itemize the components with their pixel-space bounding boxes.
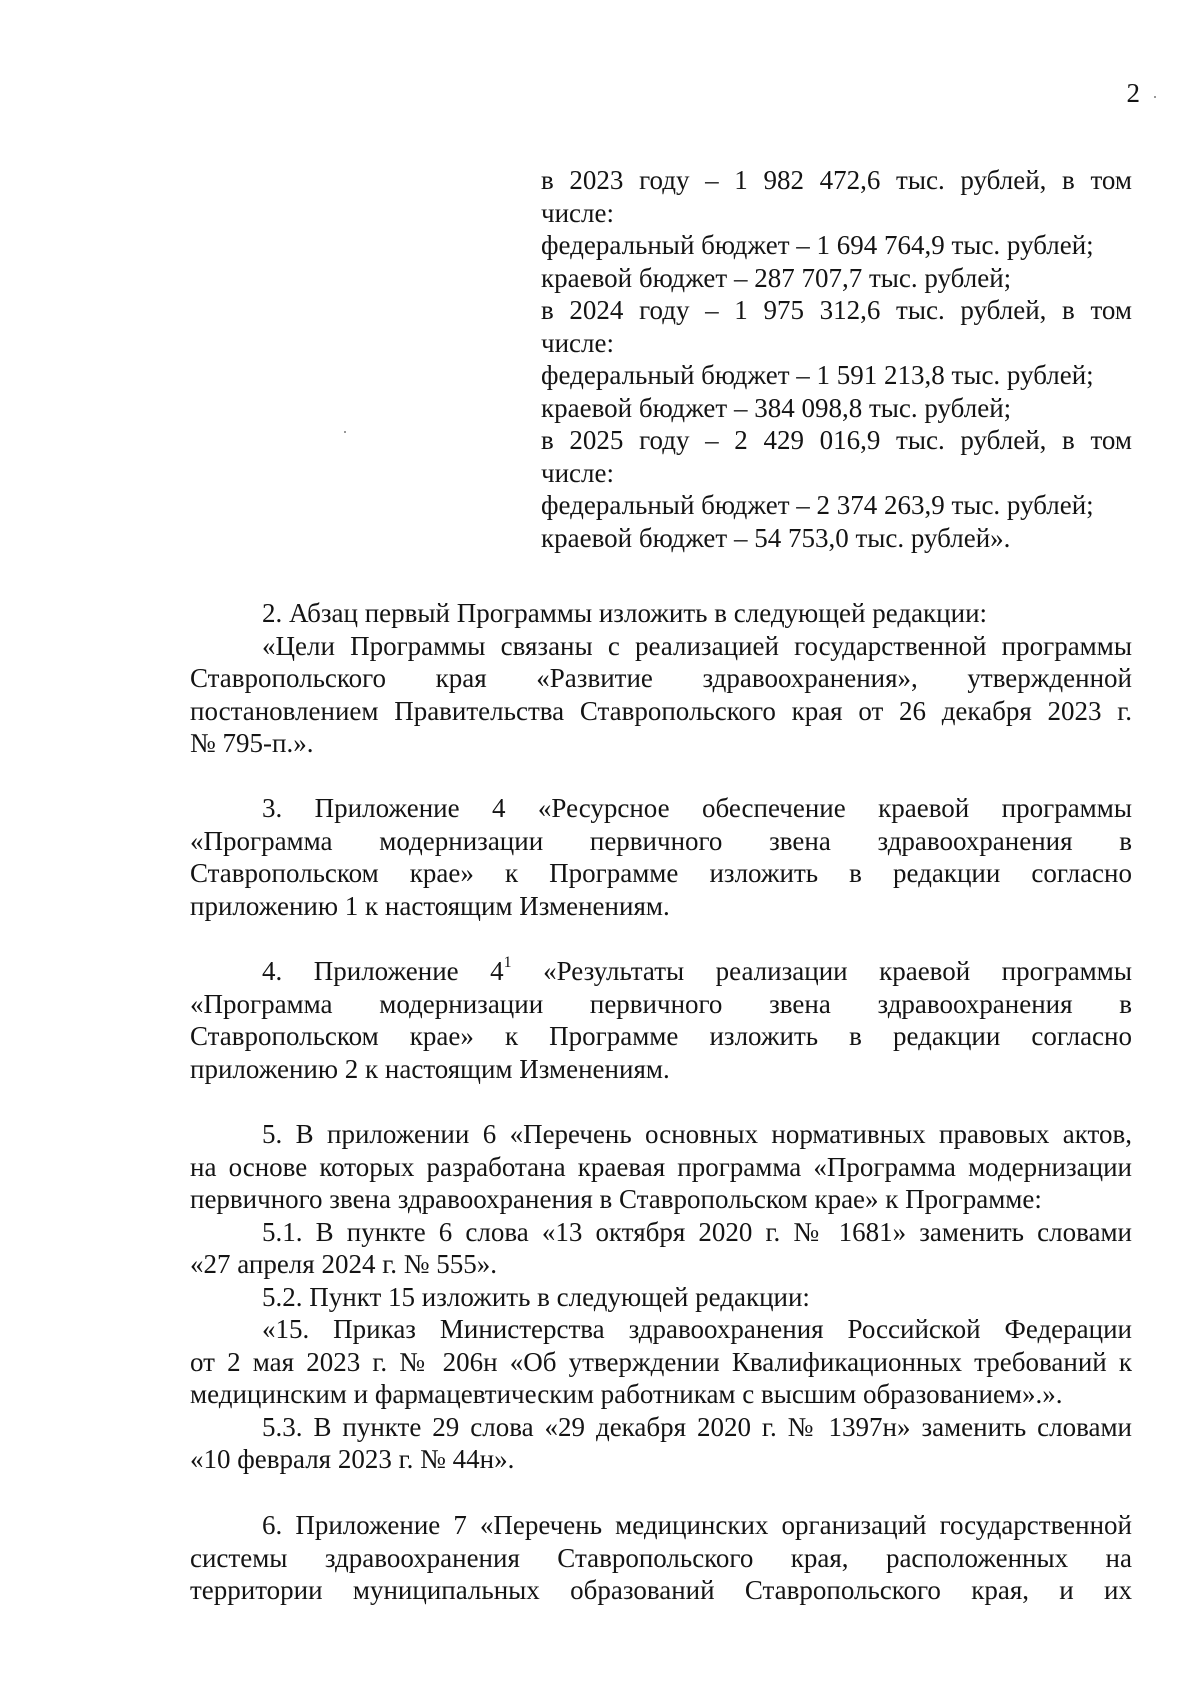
budget-line: в 2024 году – 1 975 312,6 тыс. рублей, в том <box>541 295 1132 325</box>
paragraph-line: от 2 мая 2023 г. № 206н «Об утверждении Квалификационных требований к <box>190 1346 1132 1377</box>
paragraph-line: приложению 1 к настоящим Изменениям. <box>190 890 670 921</box>
paragraph-line: 6. Приложение 7 «Перечень медицинских организаций государственной <box>262 1510 1132 1540</box>
paragraph-line: 5.1. В пункте 6 слова «13 октября 2020 г. № 1681» заменить словами <box>262 1216 1132 1247</box>
paragraph-line: Ставропольском крае» к Программе изложить в редакции согласно <box>190 858 1132 888</box>
paragraph-line: Ставропольского края «Развитие здравоохранения», утвержденной <box>190 663 1132 693</box>
budget-line: краевой бюджет – 287 707,7 тыс. рублей; <box>541 262 1012 293</box>
paragraph-line: «Программа модернизации первичного звена здравоохранения в <box>190 825 1132 856</box>
budget-line: федеральный бюджет – 2 374 263,9 тыс. рублей; <box>541 490 1094 520</box>
paragraph-line: № 795-п.». <box>190 728 314 758</box>
paragraph-line: 2. Абзац первый Программы изложить в следующей редакции: <box>262 598 988 628</box>
paragraph-line: территории муниципальных образований Ставропольского края, и их <box>190 1575 1132 1605</box>
budget-line: числе: <box>541 197 614 228</box>
budget-line: федеральный бюджет – 1 694 764,9 тыс. рублей; <box>541 230 1094 260</box>
paragraph-line: «27 апреля 2024 г. № 555». <box>190 1249 497 1279</box>
paragraph-line: постановлением Правительства Ставропольского края от 26 декабря 2023 г. <box>190 695 1132 726</box>
amendment-item-6 <box>190 1509 1132 1607</box>
amendment-item-2 <box>190 597 1132 760</box>
budget-line: краевой бюджет – 54 753,0 тыс. рублей». <box>541 522 1011 553</box>
page-number: 2 <box>1126 78 1140 108</box>
budget-line: в 2025 году – 2 429 016,9 тыс. рублей, в том <box>541 425 1132 455</box>
budget-line: в 2023 году – 1 982 472,6 тыс. рублей, в том <box>541 165 1132 195</box>
scan-speck <box>344 431 346 433</box>
amendment-item-5 <box>190 1118 1132 1476</box>
paragraph-line: Ставропольском крае» к Программе изложить в редакции согласно <box>190 1021 1132 1051</box>
paragraph-line: 3. Приложение 4 «Ресурсное обеспечение краевой программы <box>262 793 1132 823</box>
paragraph-line: на основе которых разработана краевая программа «Программа модернизации <box>190 1151 1132 1182</box>
paragraph-line: 5. В приложении 6 «Перечень основных нормативных правовых актов, <box>262 1119 1132 1149</box>
amendment-item-3 <box>190 792 1132 922</box>
budget-allocation-block <box>541 164 1132 554</box>
paragraph-line: приложению 2 к настоящим Изменениям. <box>190 1053 670 1084</box>
paragraph-line: медицинским и фармацевтическим работникам с высшим образованием».». <box>190 1379 1063 1409</box>
paragraph-line: «Программа модернизации первичного звена здравоохранения в <box>190 988 1132 1019</box>
budget-line: федеральный бюджет – 1 591 213,8 тыс. рублей; <box>541 360 1094 390</box>
budget-line: краевой бюджет – 384 098,8 тыс. рублей; <box>541 392 1012 423</box>
paragraph-line <box>190 955 1132 988</box>
superscript: 1 <box>503 954 512 971</box>
paragraph-line: 5.3. В пункте 29 слова «29 декабря 2020 г. № 1397н» заменить словами <box>262 1411 1132 1442</box>
paragraph-line: 5.2. Пункт 15 изложить в следующей редакции: <box>262 1281 810 1312</box>
amendment-item-4 <box>190 955 1132 1085</box>
item4-text-b: «Результаты реализации краевой программы <box>511 956 1132 986</box>
budget-line: числе: <box>541 327 614 358</box>
paragraph-line: «10 февраля 2023 г. № 44н». <box>190 1444 515 1474</box>
paragraph-line: первичного звена здравоохранения в Ставропольском крае» к Программе: <box>190 1184 1042 1214</box>
scan-speck <box>1154 96 1156 98</box>
paragraph-line: «15. Приказ Министерства здравоохранения Российской Федерации <box>262 1314 1132 1344</box>
paragraph-line: системы здравоохранения Ставропольского края, расположенных на <box>190 1542 1132 1573</box>
item4-text-a: 4. Приложение 4 <box>262 956 504 986</box>
budget-line: числе: <box>541 457 614 488</box>
paragraph-line: «Цели Программы связаны с реализацией государственной программы <box>262 630 1132 661</box>
